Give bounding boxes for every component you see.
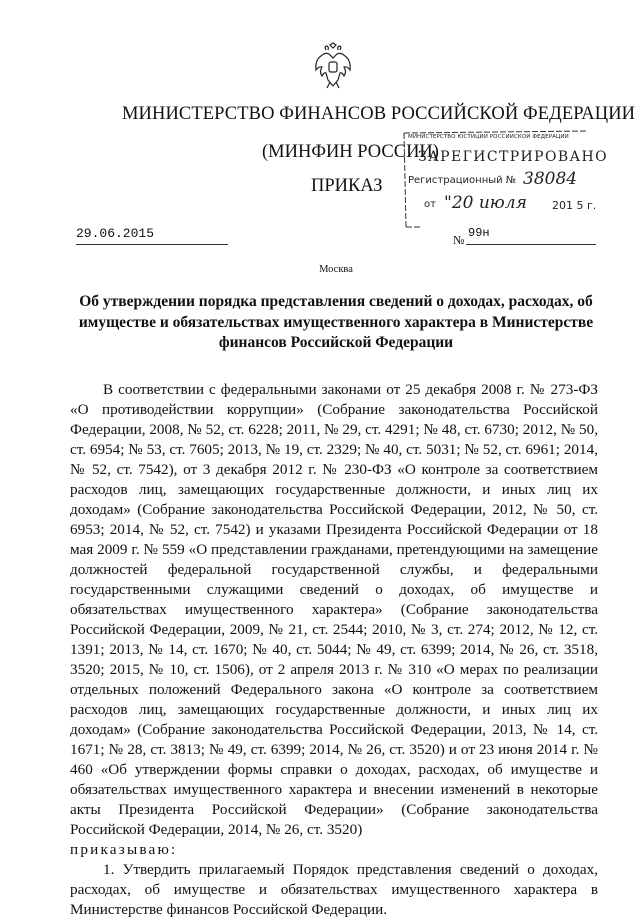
ministry-name: МИНИСТЕРСТВО ФИНАНСОВ РОССИЙСКОЙ ФЕДЕРАЦИИ xyxy=(122,104,636,124)
order-date: 29.06.2015 xyxy=(76,226,155,241)
coat-of-arms-icon xyxy=(313,42,353,90)
stamp-organization: МИНИСТЕРСТВО ЮСТИЦИИ РОССИЙСКОЙ ФЕДЕРАЦИИ xyxy=(408,134,569,140)
date-underline xyxy=(76,244,228,245)
document-type: ПРИКАЗ xyxy=(311,176,383,196)
order-number: 99н xyxy=(468,226,490,240)
stamp-date: "20 июля xyxy=(444,193,527,213)
order-number-label: № xyxy=(453,233,465,247)
order-word: приказываю: xyxy=(70,841,178,858)
city: Москва xyxy=(319,264,353,275)
stamp-number: 38084 xyxy=(523,169,578,189)
item-1-paragraph: 1. Утвердить прилагаемый Порядок представления сведений о доходах, расходах, об имуществе и обязательствах имущественного характера в Министерстве финансов Российской Федерации. xyxy=(70,861,598,918)
document-title: Об утверждении порядка представления сведений о доходах, расходах, об имуществе и обязательствах имущественного характера в Министерстве финансов Российской Федерации xyxy=(78,293,594,351)
stamp-registered: ЗАРЕГИСТРИРОВАНО xyxy=(418,149,608,165)
registration-stamp xyxy=(400,127,608,233)
preamble-paragraph: В соответствии с федеральными законами от 25 декабря 2008 г. № 273-ФЗ «О противодействии коррупции» (Собрание законодательства Российской Федерации, 2008, № 52, ст. 6228; 2011, № 29, ст. 4291; № 48, ст. 6730; 2012, № 50, ст. 6954; № 53, ст. 7605; 2013, № 19, ст. 2329; № 40, ст. 5031; № 52, ст. 6961; 2014, № 52, ст. 7542), от 3 декабря 2012 г. № 230-ФЗ «О контроле за соответствием расходов лиц, замещающих государственные должности, и иных лиц их доходам» (Собрание законодательства Российской Федерации, 2012, № 50, ст. 6953; 2014, № 52, ст. 7542) и указами Президента Российской Федерации от 18 мая 2009 г. № 559 «О представлении гражданами, претендующими на замещение должностей федеральной государственной службы, и федеральными государственными служащими сведений о доходах, об имуществе и обязательствах имущественного характера» (Собрание законодательства Российской Федерации, 2009, № 21, ст. 2544; 2010, № 3, ст. 274; 2012, № 12, ст. 1391; 2013, № 14, ст. 1670; № 40, ст. 5044; № 49, ст. 6399; 2014, № 26, ст. 3518, 3520; 2015, № 10, ст. 1506), от 2 апреля 2013 г. № 310 «О мерах по реализации отдельных положений Федерального закона «О контроле за соответствием расходов лиц, замещающих государственные должности, и иных лиц их доходам» (Собрание законодательства Российской Федерации, 2013, № 14, ст. 1671; № 28, ст. 3813; № 49, ст. 6399; 2014, № 26, ст. 3520) и от 23 июня 2014 г. № 460 «Об утверждении формы справки о доходах, расходах, об имуществе и обязательствах имущественного характера и внесении изменений в некоторые акты Президента Российской Федерации» (Собрание законодательства Российской Федерации, 2014, № 26, ст. 3520) xyxy=(70,381,598,838)
stamp-number-label: Регистрационный № xyxy=(408,175,517,186)
ministry-short-name: (МИНФИН РОССИИ) xyxy=(262,142,439,162)
stamp-year: 201 5 г. xyxy=(552,199,597,212)
document-body xyxy=(70,380,598,920)
number-underline xyxy=(466,244,596,245)
stamp-date-label: от xyxy=(424,199,436,210)
